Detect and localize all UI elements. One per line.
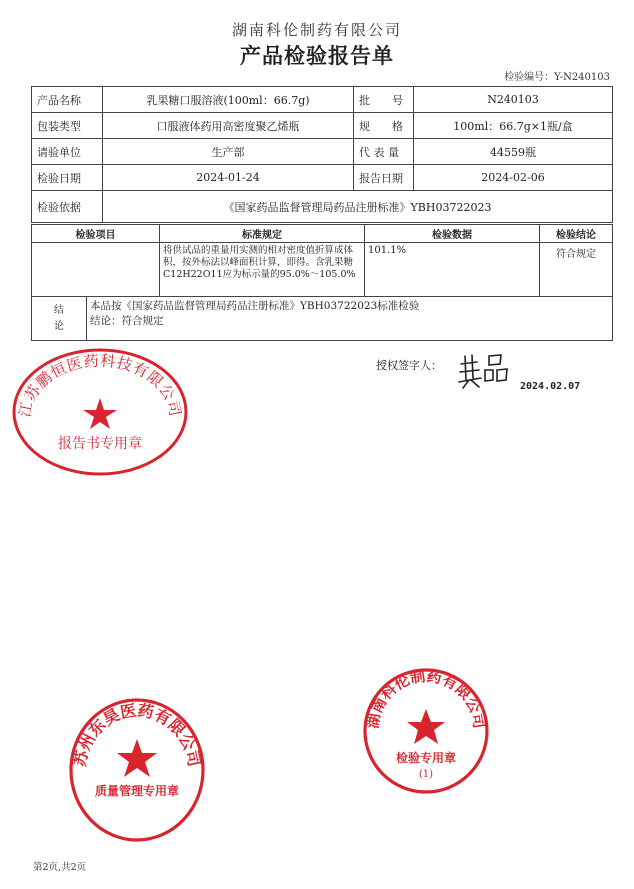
header-result: 检验结论 — [540, 225, 613, 243]
signer-label: 授权签字人： — [376, 359, 442, 372]
report-date-label: 报告日期 — [354, 165, 414, 191]
info-row — [32, 165, 613, 191]
basis-label: 检验依据 — [32, 191, 103, 223]
info-row — [32, 191, 613, 223]
conclusion-label-char: 论 — [54, 320, 64, 332]
company-seal-stamp-report — [6, 340, 192, 476]
conclusion-label-char: 结 — [54, 304, 64, 316]
stamp-center-text: 质量管理专用章 — [94, 784, 180, 798]
basis-value: 《国家药品监督管理局药品注册标准》YBH03722023 — [103, 191, 613, 223]
company-name: 湖南科伦制药有限公司 — [231, 21, 402, 39]
requester-value: 生产部 — [103, 139, 354, 165]
header-standard: 标准规定 — [160, 225, 365, 243]
items-table — [31, 224, 613, 341]
batch-label: 批 号 — [354, 87, 414, 113]
spec-value: 100ml：66.7g×1瓶/盒 — [414, 113, 613, 139]
company-seal-stamp-inspection — [360, 665, 492, 797]
result-cell: 符合规定 — [540, 243, 613, 297]
company-seal-stamp-quality — [64, 695, 210, 845]
info-row — [32, 113, 613, 139]
page-number: 第2页,共2页 — [33, 862, 87, 873]
test-date-label: 检验日期 — [32, 165, 103, 191]
batch-value: N240103 — [414, 87, 613, 113]
package-value: 口服液体药用高密度聚乙烯瓶 — [103, 113, 354, 139]
conclusion-text — [87, 297, 613, 341]
info-row — [32, 139, 613, 165]
handwritten-signature — [455, 350, 515, 390]
spec-label: 规 格 — [354, 113, 414, 139]
report-date-value: 2024-02-06 — [414, 165, 613, 191]
conclusion-label — [32, 297, 87, 341]
info-table — [31, 86, 613, 223]
header-item: 检验项目 — [32, 225, 160, 243]
stamp-ring-text: 苏州东昊医药有限公司 — [69, 700, 205, 769]
stamp-ring-text: 江苏鹏恒医药科技有限公司 — [15, 351, 185, 419]
package-label: 包装类型 — [32, 113, 103, 139]
report-number: 检验编号：Y-N240103 — [504, 72, 610, 83]
test-date-value: 2024-01-24 — [103, 165, 354, 191]
page-title: 产品检验报告单 — [240, 44, 394, 68]
conclusion-line: 结论：符合规定 — [90, 315, 164, 327]
items-header-row — [32, 225, 613, 243]
standard-cell: 将供试品的重量用实测的相对密度值折算成体积，按外标法以峰面积计算，即得。含乳果糖C12H22O11应为标示量的95.0%～105.0% — [160, 243, 365, 297]
quantity-value: 44559瓶 — [414, 139, 613, 165]
conclusion-line: 本品按《国家药品监督管理局药品注册标准》YBH03722023标准检验 — [90, 300, 420, 312]
info-row — [32, 87, 613, 113]
conclusion-row — [32, 297, 613, 341]
quantity-label: 代 表 量 — [354, 139, 414, 165]
stamp-center-text: 报告书专用章 — [58, 436, 142, 452]
data-cell: 101.1% — [365, 243, 540, 297]
stamp-center-text: 检验专用章 — [395, 751, 457, 765]
header-data: 检验数据 — [365, 225, 540, 243]
sign-date: 2024.02.07 — [520, 381, 581, 392]
stamp-number-text: (1) — [418, 769, 434, 780]
product-name-value: 乳果糖口服溶液(100ml：66.7g) — [103, 87, 354, 113]
table-row — [32, 243, 613, 297]
stamp-ring-text: 湖南科伦制药有限公司 — [363, 666, 489, 730]
product-name-label: 产品名称 — [32, 87, 103, 113]
item-cell — [32, 243, 160, 297]
requester-label: 请验单位 — [32, 139, 103, 165]
